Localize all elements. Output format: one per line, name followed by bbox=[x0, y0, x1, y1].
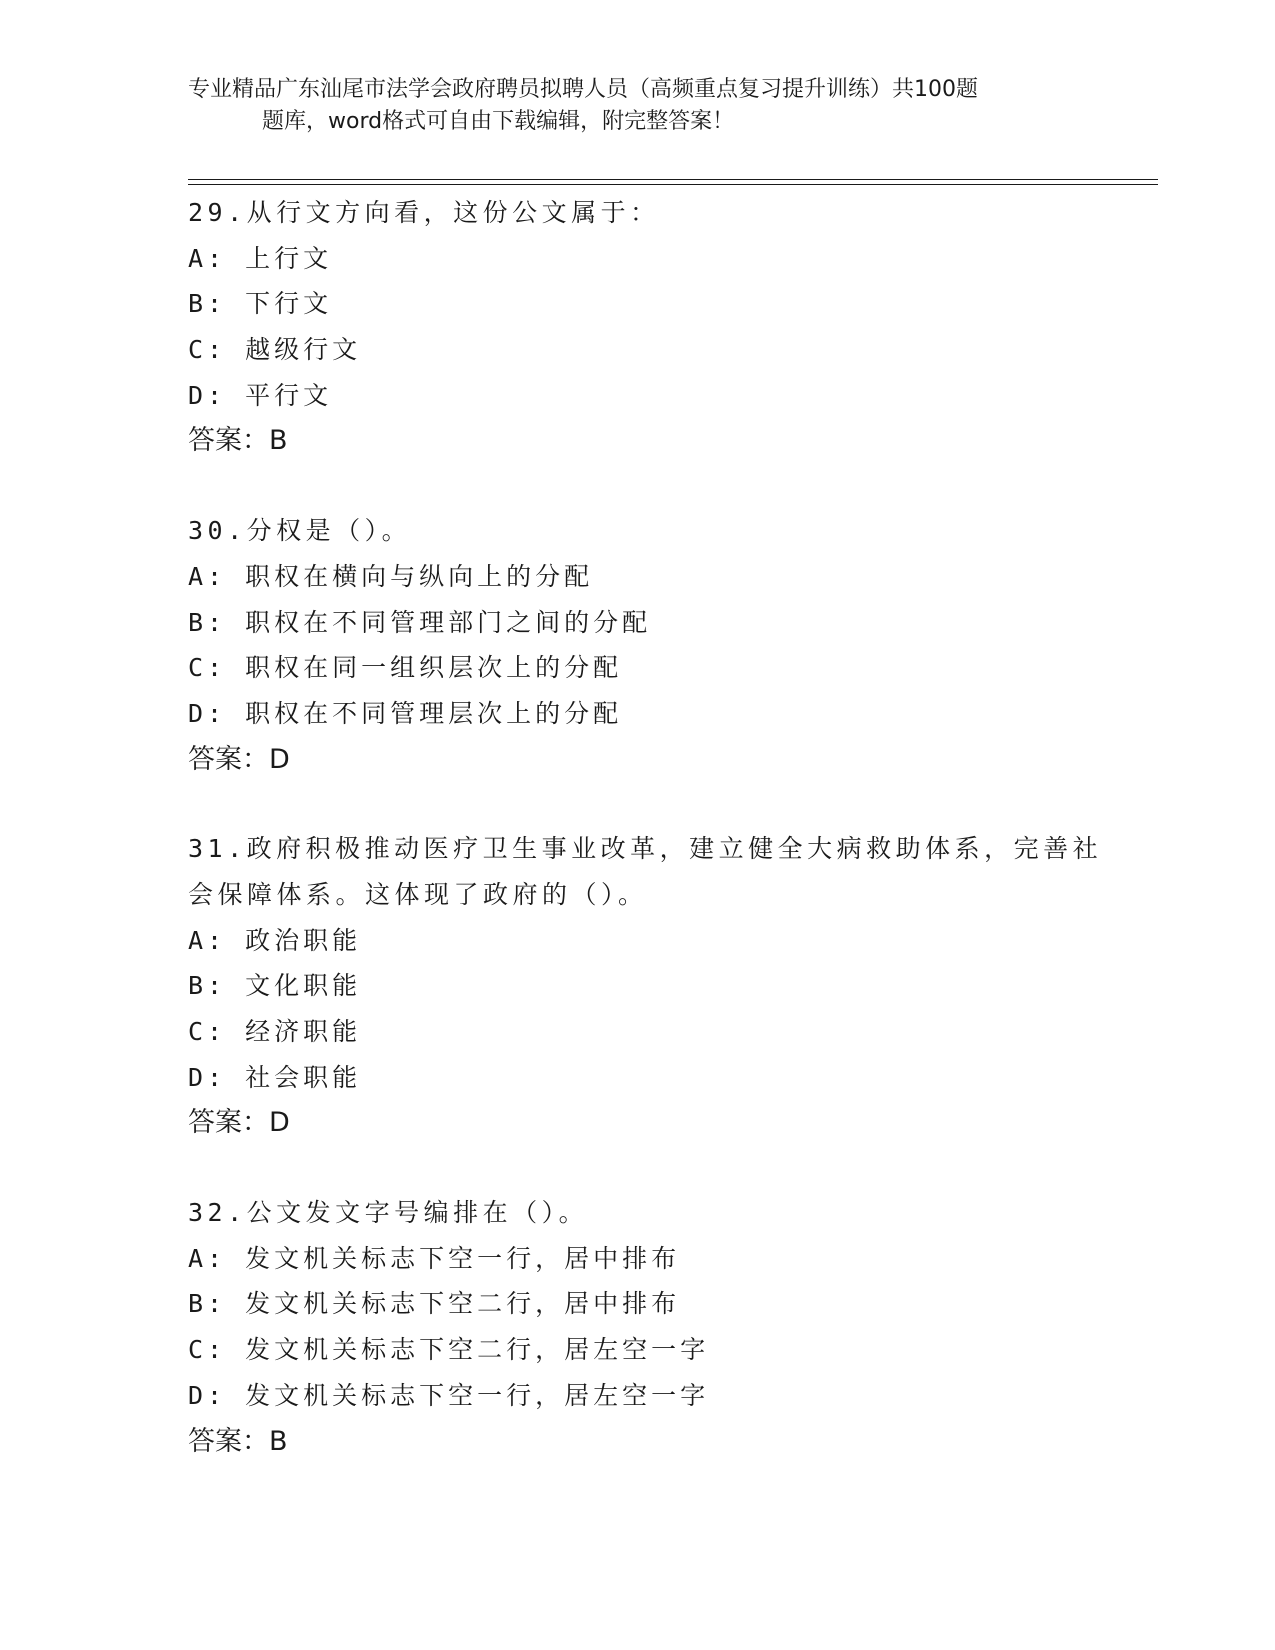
answer-key: 答案：D bbox=[188, 743, 290, 775]
answer-key: 答案：B bbox=[188, 1425, 288, 1457]
option-d: D: 社会职能 bbox=[188, 1062, 362, 1092]
question-stem bbox=[188, 826, 1103, 917]
question-stem-line: 会保障体系。这体现了政府的（）。 bbox=[188, 879, 648, 909]
option-c: C: 越级行文 bbox=[188, 335, 362, 365]
option-b: B: 发文机关标志下空二行，居中排布 bbox=[188, 1289, 681, 1319]
option-b: B: 职权在不同管理部门之间的分配 bbox=[188, 607, 652, 637]
question-stem-line: 31.政府积极推动医疗卫生事业改革，建立健全大病救助体系，完善社 bbox=[188, 834, 1103, 864]
question-stem-line: 30.分权是（）。 bbox=[188, 516, 412, 546]
question-31 bbox=[188, 826, 1103, 1146]
question-30 bbox=[188, 508, 1088, 782]
option-b: B: 文化职能 bbox=[188, 971, 362, 1001]
header-title-line-2: 题库，word格式可自由下载编辑，附完整答案！ bbox=[262, 109, 735, 134]
question-stem bbox=[188, 1190, 1088, 1236]
option-a: A: 上行文 bbox=[188, 243, 333, 273]
header-divider-bottom bbox=[188, 184, 1158, 185]
question-32 bbox=[188, 1190, 1088, 1464]
option-c: C: 发文机关标志下空二行，居左空一字 bbox=[188, 1335, 710, 1365]
option-a: A: 发文机关标志下空一行，居中排布 bbox=[188, 1243, 681, 1273]
question-stem bbox=[188, 190, 1088, 236]
option-d: D: 职权在不同管理层次上的分配 bbox=[188, 698, 623, 728]
option-a: A: 政治职能 bbox=[188, 925, 362, 955]
option-d: D: 发文机关标志下空一行，居左空一字 bbox=[188, 1380, 710, 1410]
option-b: B: 下行文 bbox=[188, 289, 333, 319]
option-c: C: 经济职能 bbox=[188, 1017, 362, 1046]
answer-key: 答案：B bbox=[188, 425, 288, 457]
question-29 bbox=[188, 190, 1088, 464]
question-stem bbox=[188, 508, 1088, 554]
document-header bbox=[188, 74, 1088, 138]
option-c: C: 职权在同一组织层次上的分配 bbox=[188, 653, 623, 683]
option-a: A: 职权在横向与纵向上的分配 bbox=[188, 561, 594, 591]
answer-key: 答案：D bbox=[188, 1107, 290, 1139]
option-d: D: 平行文 bbox=[188, 380, 333, 410]
question-stem-line: 29.从行文方向看，这份公文属于： bbox=[188, 198, 660, 227]
question-stem-line: 32.公文发文字号编排在（）。 bbox=[188, 1198, 589, 1228]
question-list bbox=[188, 190, 1103, 1508]
header-divider-top bbox=[188, 179, 1158, 180]
header-title-line-1: 专业精品广东汕尾市法学会政府聘员拟聘人员（高频重点复习提升训练）共100题 bbox=[188, 77, 978, 102]
